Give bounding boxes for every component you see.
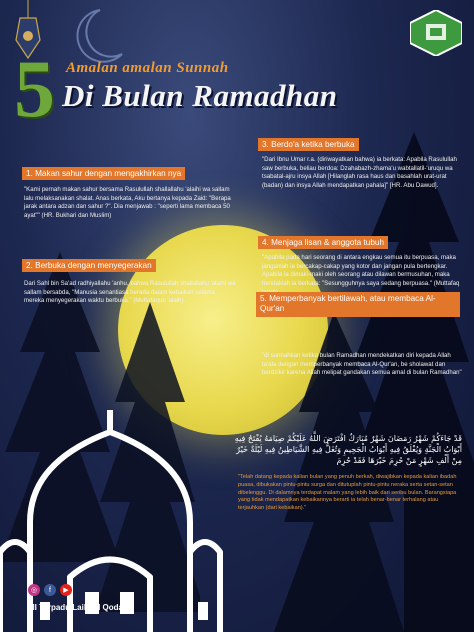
section-4-heading: 4. Menjaga lisan & anggota tubuh	[258, 236, 388, 249]
section-1-heading: 1. Makan sahur dengan mengakhirkan nya	[22, 167, 185, 180]
section-5-heading: 5. Memperbanyak bertilawah, atau membaca Al-Qur'an	[256, 292, 460, 317]
school-logo-icon	[410, 10, 462, 56]
section-5-body: "di sunnahkan ketika bulan Ramadhan mendekatkan diri kepada Allah ta'ala dengan memperbanyak membaca Al-Qur'an, be sholawat dan berdzikir karena Allah melipat gandakan semua amal di bulan Ramadhan"	[262, 352, 462, 377]
hadith-arabic-text: قَدْ جَاءَكُمْ شَهْرُ رَمَضَانَ شَهْرٌ مُبَارَكٌ افْتَرَضَ اللَّهُ عَلَيْكُمْ صِيَامَهُ يُفْتَحُ فِيهِ أَبْوَابُ الْجَنَّةِ وَيُغْلَقُ فِيهِ أَبْوَابُ الْجَحِيمِ وَتُغَلُّ فِيهِ الشَّيَاطِينُ فِيهِ لَيْلَةٌ خَيْرٌ مِنْ أَلْفِ شَهْرٍ مَنْ حُرِمَ خَيْرَهَا فَقَدْ حُرِمَ	[234, 434, 462, 465]
section-3-body: "Dari Ibnu Umar r.a. (diriwayatkan bahwa) ia berkata: Apabila Rasulullah saw berbuka, beliau berdoa: Dzahabazh-zhama'u wabtallatil-'uruqu wa tsabatal-ajru insya Allah [Hilanglah rasa haus dan basahlah urat-urat (badan) dan insya Allah mendapatkan pahala]" [HR. Abu Dawud].	[262, 156, 457, 189]
instagram-icon[interactable]: ◎	[28, 584, 40, 596]
social-icons	[28, 584, 72, 596]
section-1-body: "Kami pernah makan sahur bersama Rasulullah shallallahu 'alaihi wa sallam lalu melaksanakan shalat. Anas berkata, Aku bertanya kepada Zaid: "Berapa jarak antara adzan dan sahur ?". Dia menjawab : "seperti lama membaca 50 ayat"" (HR. Bukhari dan Muslim)	[24, 186, 231, 219]
facebook-icon[interactable]: f	[44, 584, 56, 596]
title-line-2: Di Bulan Ramadhan	[62, 78, 338, 113]
youtube-icon[interactable]: ▶	[60, 584, 72, 596]
school-name: MI Terpadu Lailatul Qodar	[28, 603, 127, 612]
section-2-body: Dari Sahl bin Sa'ad radhiyallahu 'anhu, bahwa Rasulullah shallallahu 'alaihi wa sallam bersabda, "Manusia senantiasa berada dalam kebaikan selama mereka menyegerakan waktu berbuka." (Muttafaqun 'alaih).	[24, 280, 236, 305]
section-3-heading: 3. Berdo'a ketika berbuka	[258, 138, 359, 151]
mosque-silhouette	[0, 402, 260, 632]
section-2-heading: 2. Berbuka dengan menyegerakan	[22, 259, 156, 272]
hadith-translation: "Telah datang kepada kalian bulan yang penuh berkah, diwajibkan kepada kalian ibadah puasa, dibukakan pintu-pintu surga dan ditutuplah pintu-pintu neraka serta setan-setan dibelenggu. Di dalamnya terdapat malam yang lebih baik dari seribu bulan. Barangsiapa yang tidak mendapatkan kebaikannya berarti ia telah benar-benar terhalang atau terjauhkan (dari kebaikan)."	[238, 474, 457, 512]
title-line-1: Amalan amalan Sunnah	[66, 60, 229, 76]
section-4-body: "Apabila pada hari seorang di antara engkau semua itu berpuasa, maka janganlah ia bercakap-cakap yang kotor dan jangan pula bertengkar. Apabila ia dimaki-maki oleh seorang atau dilawan bermusuhan, maka hendaklah ia berkata: "Sesungguhnya saya sedang berpuasa." (Muttafaq	[262, 254, 460, 287]
title-number: 5	[14, 43, 53, 134]
